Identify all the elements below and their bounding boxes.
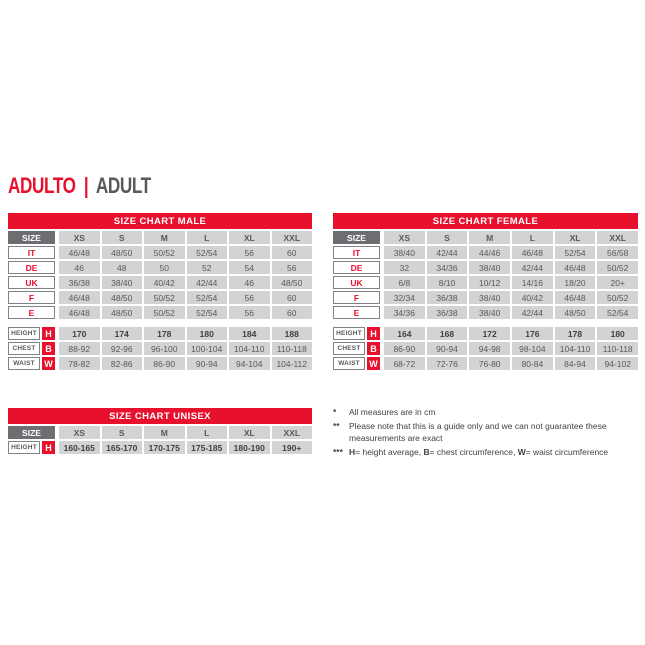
table-header-row: [8, 426, 312, 439]
measure-badge: B: [42, 342, 55, 355]
measure-badge: B: [367, 342, 380, 355]
region-label: E: [8, 306, 55, 319]
size-row: [8, 261, 312, 274]
size-cell: 44/46: [469, 246, 510, 259]
size-row-cells: [384, 261, 638, 274]
size-cell: 48/50: [102, 246, 143, 259]
size-cell: 32: [384, 261, 425, 274]
measure-cell: 104-110: [555, 342, 596, 355]
measure-row-cells: [384, 327, 638, 340]
footnote-segment: W: [517, 446, 526, 457]
measure-row-cells: [384, 342, 638, 355]
page-title: [8, 175, 151, 197]
measure-cell: 68-72: [384, 357, 425, 370]
size-cell: 34/36: [427, 261, 468, 274]
measure-cell: 88-92: [59, 342, 100, 355]
column-header-size: SIZE: [8, 426, 55, 439]
size-cell: 40/42: [512, 291, 553, 304]
size-row-cells: [384, 246, 638, 259]
size-cell: 46/48: [59, 246, 100, 259]
measure-cell: 178: [144, 327, 185, 340]
column-header: XXL: [272, 231, 313, 244]
measure-cell: 100-104: [187, 342, 228, 355]
footnote-line: [333, 446, 645, 459]
measure-label: [8, 357, 55, 370]
size-cell: 50/52: [597, 261, 638, 274]
size-cell: 52/54: [597, 306, 638, 319]
footnote-marker: ***: [333, 446, 343, 457]
size-cell: 34/36: [384, 306, 425, 319]
measure-name: WAIST: [333, 357, 365, 370]
table-header-row: [8, 231, 312, 244]
measure-cell: 94-104: [229, 357, 270, 370]
size-row: [333, 291, 638, 304]
measure-cell: 90-94: [187, 357, 228, 370]
size-cell: 36/38: [59, 276, 100, 289]
measure-badge: H: [42, 441, 55, 454]
size-cell: 42/44: [427, 246, 468, 259]
column-header: L: [512, 231, 553, 244]
measure-row-cells: [59, 327, 312, 340]
size-row-cells: [59, 261, 312, 274]
measure-cell: 180: [597, 327, 638, 340]
size-cell: 56: [272, 261, 313, 274]
measure-cell: 86-90: [384, 342, 425, 355]
size-cell: 20+: [597, 276, 638, 289]
size-cell: 56: [229, 306, 270, 319]
column-header: XXL: [272, 426, 313, 439]
measure-cell: 82-86: [102, 357, 143, 370]
footnote-segment: Please note that this is a guide only and we can not guarantee these measurements are exact: [349, 420, 607, 443]
size-cell: 14/16: [512, 276, 553, 289]
size-row-cells: [384, 306, 638, 319]
size-row: [8, 306, 312, 319]
column-header: XXL: [597, 231, 638, 244]
measure-badge: H: [42, 327, 55, 340]
footnote-segment: = height average,: [355, 446, 424, 457]
size-cell: 52: [187, 261, 228, 274]
measure-badge: H: [367, 327, 380, 340]
size-chart-female-table: [333, 213, 638, 370]
measure-row: [333, 327, 638, 340]
size-chart-unisex-table: [8, 408, 312, 454]
header-cells: [59, 231, 312, 244]
size-row-cells: [59, 306, 312, 319]
footnote-segment: All measures are in cm: [349, 407, 436, 417]
size-cell: 46: [229, 276, 270, 289]
measure-row: [333, 342, 638, 355]
size-row: [8, 291, 312, 304]
measure-cell: 188: [272, 327, 313, 340]
measure-cell: 174: [102, 327, 143, 340]
size-cell: 48/50: [555, 306, 596, 319]
measure-row: [8, 441, 312, 454]
region-label: IT: [333, 246, 380, 259]
footnote-text: [349, 406, 645, 419]
size-cell: 52/54: [555, 246, 596, 259]
measure-cell: 104-112: [272, 357, 313, 370]
measure-cell: 84-94: [555, 357, 596, 370]
measure-cell: 164: [384, 327, 425, 340]
size-cell: 42/44: [187, 276, 228, 289]
size-row-cells: [59, 291, 312, 304]
column-header-size: SIZE: [333, 231, 380, 244]
size-cell: 50/52: [597, 291, 638, 304]
measure-label: [8, 441, 55, 454]
footnote-segment: = chest circumference,: [429, 446, 518, 457]
column-header: XS: [384, 231, 425, 244]
size-cell: 10/12: [469, 276, 510, 289]
size-cell: 6/8: [384, 276, 425, 289]
measure-row: [8, 327, 312, 340]
footnote-marker: **: [333, 420, 340, 431]
region-label: DE: [8, 261, 55, 274]
measure-cell: 78-82: [59, 357, 100, 370]
footnote-line: [333, 420, 645, 445]
size-cell: 38/40: [469, 261, 510, 274]
size-row: [333, 306, 638, 319]
size-cell: 40/42: [144, 276, 185, 289]
size-cell: 46: [59, 261, 100, 274]
region-label: UK: [333, 276, 380, 289]
measure-cell: 184: [229, 327, 270, 340]
size-cell: 48/50: [102, 291, 143, 304]
measure-cell: 172: [469, 327, 510, 340]
size-cell: 38/40: [384, 246, 425, 259]
size-cell: 46/48: [512, 246, 553, 259]
measure-cell: 72-76: [427, 357, 468, 370]
measure-cell: 110-118: [272, 342, 313, 355]
footnote-marker: *: [333, 407, 337, 417]
column-header: S: [102, 426, 143, 439]
footnote-segment: B: [423, 446, 430, 457]
column-header: L: [187, 426, 228, 439]
column-header: M: [144, 231, 185, 244]
size-cell: 52/54: [187, 306, 228, 319]
measure-row-cells: [59, 357, 312, 370]
measure-label: [8, 327, 55, 340]
size-cell: 48/50: [102, 306, 143, 319]
size-cell: 60: [272, 306, 313, 319]
size-cell: 46/48: [59, 291, 100, 304]
size-cell: 54: [229, 261, 270, 274]
size-row: [8, 246, 312, 259]
size-cell: 50/52: [144, 291, 185, 304]
table-title-bar: SIZE CHART UNISEX: [8, 408, 312, 424]
size-cell: 38/40: [469, 306, 510, 319]
measure-cell: 86-90: [144, 357, 185, 370]
size-cell: 60: [272, 291, 313, 304]
column-header-size: SIZE: [8, 231, 55, 244]
measure-label: [333, 357, 380, 370]
measure-row-cells: [384, 357, 638, 370]
measure-name: CHEST: [8, 342, 40, 355]
size-cell: 52/54: [187, 246, 228, 259]
size-cell: 56/58: [597, 246, 638, 259]
region-label: F: [333, 291, 380, 304]
measure-cell: 80-84: [512, 357, 553, 370]
measure-cell: 94-102: [597, 357, 638, 370]
page-title-primary: ADULTO: [8, 173, 76, 198]
measure-name: HEIGHT: [333, 327, 365, 340]
footnotes: [333, 406, 645, 459]
size-cell: 46/48: [555, 291, 596, 304]
size-cell: 38/40: [102, 276, 143, 289]
size-cell: 56: [229, 291, 270, 304]
region-label: DE: [333, 261, 380, 274]
page-title-secondary: ADULT: [95, 173, 151, 198]
measure-row-cells: [59, 342, 312, 355]
size-cell: 52/54: [187, 291, 228, 304]
size-cell: 42/44: [512, 261, 553, 274]
column-header: XL: [229, 231, 270, 244]
column-header: XS: [59, 426, 100, 439]
column-header: XL: [555, 231, 596, 244]
measure-label: [333, 327, 380, 340]
size-row-cells: [59, 276, 312, 289]
measure-label: [333, 342, 380, 355]
size-cell: 46/48: [59, 306, 100, 319]
measure-cell: 160-165: [59, 441, 100, 454]
measure-cell: 94-98: [469, 342, 510, 355]
measure-row: [8, 357, 312, 370]
footnote-segment: = waist circumference: [525, 446, 609, 457]
measure-badge: W: [42, 357, 55, 370]
size-chart-male-table: [8, 213, 312, 370]
size-cell: 48/50: [272, 276, 313, 289]
measure-cell: 110-118: [597, 342, 638, 355]
column-header: XS: [59, 231, 100, 244]
size-cell: 18/20: [555, 276, 596, 289]
measure-cell: 170: [59, 327, 100, 340]
measure-cell: 180: [187, 327, 228, 340]
region-label: IT: [8, 246, 55, 259]
measure-cell: 98-104: [512, 342, 553, 355]
measure-label: [8, 342, 55, 355]
size-cell: 56: [229, 246, 270, 259]
column-header: M: [144, 426, 185, 439]
footnote-line: [333, 406, 645, 419]
measure-cell: 104-110: [229, 342, 270, 355]
size-cell: 46/48: [555, 261, 596, 274]
measure-cell: 175-185: [187, 441, 228, 454]
column-header: M: [469, 231, 510, 244]
header-cells: [384, 231, 638, 244]
measure-name: CHEST: [333, 342, 365, 355]
column-header: S: [102, 231, 143, 244]
footnote-text: [349, 420, 645, 445]
column-header: XL: [229, 426, 270, 439]
size-row-cells: [59, 246, 312, 259]
size-cell: 38/40: [469, 291, 510, 304]
size-cell: 50/52: [144, 246, 185, 259]
size-row-cells: [384, 291, 638, 304]
measure-cell: 165-170: [102, 441, 143, 454]
measure-row-cells: [59, 441, 312, 454]
measure-cell: 176: [512, 327, 553, 340]
column-header: S: [427, 231, 468, 244]
page-title-separator: |: [83, 173, 89, 198]
measure-cell: 96-100: [144, 342, 185, 355]
column-header: L: [187, 231, 228, 244]
measure-section: [8, 441, 312, 454]
size-row: [8, 276, 312, 289]
table-title-bar: SIZE CHART FEMALE: [333, 213, 638, 229]
size-cell: 8/10: [427, 276, 468, 289]
size-cell: 60: [272, 246, 313, 259]
size-row: [333, 261, 638, 274]
measure-name: HEIGHT: [8, 327, 40, 340]
measure-cell: 168: [427, 327, 468, 340]
size-row: [333, 276, 638, 289]
measure-section: [8, 327, 312, 370]
size-cell: 48: [102, 261, 143, 274]
measure-row: [333, 357, 638, 370]
size-cell: 36/38: [427, 306, 468, 319]
measure-name: WAIST: [8, 357, 40, 370]
measure-cell: 76-80: [469, 357, 510, 370]
measure-name: HEIGHT: [8, 441, 40, 454]
size-cell: 32/34: [384, 291, 425, 304]
measure-badge: W: [367, 357, 380, 370]
measure-cell: 170-175: [144, 441, 185, 454]
region-label: UK: [8, 276, 55, 289]
size-cell: 50: [144, 261, 185, 274]
measure-cell: 92-96: [102, 342, 143, 355]
table-header-row: [333, 231, 638, 244]
header-cells: [59, 426, 312, 439]
measure-row: [8, 342, 312, 355]
measure-cell: 180-190: [229, 441, 270, 454]
measure-section: [333, 327, 638, 370]
size-row-cells: [384, 276, 638, 289]
footnote-text: [349, 446, 645, 459]
region-label: E: [333, 306, 380, 319]
footnote-segment: H: [349, 446, 356, 457]
measure-cell: 178: [555, 327, 596, 340]
measure-cell: 90-94: [427, 342, 468, 355]
table-title-bar: SIZE CHART MALE: [8, 213, 312, 229]
measure-cell: 190+: [272, 441, 313, 454]
size-cell: 42/44: [512, 306, 553, 319]
size-cell: 50/52: [144, 306, 185, 319]
size-cell: 36/38: [427, 291, 468, 304]
region-label: F: [8, 291, 55, 304]
size-row: [333, 246, 638, 259]
